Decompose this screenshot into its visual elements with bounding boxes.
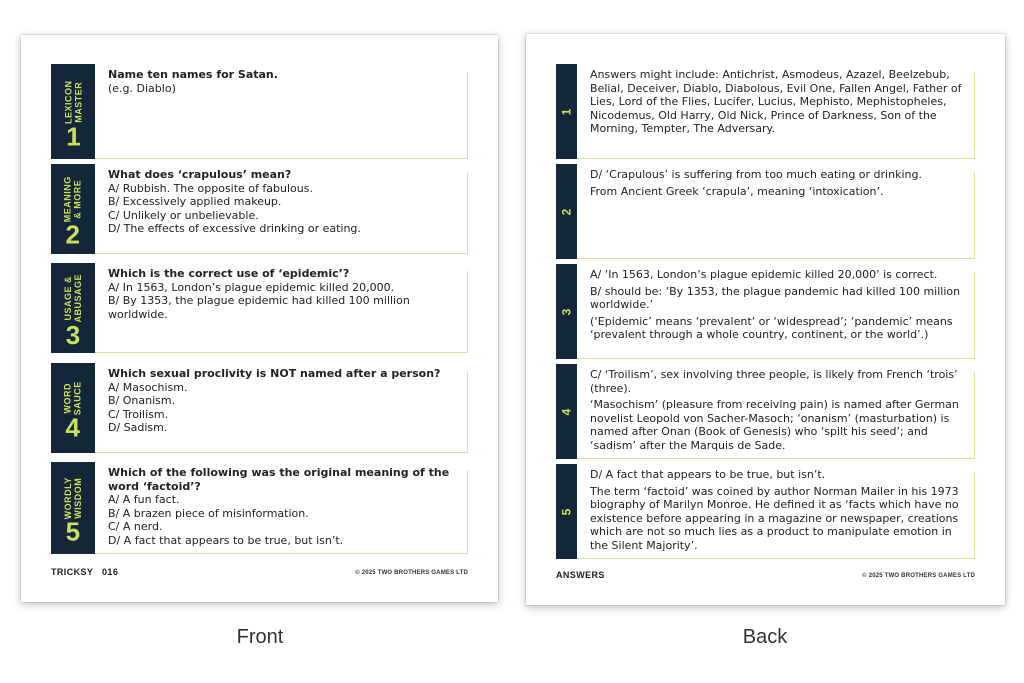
option-a: A/ Rubbish. The opposite of fabulous. <box>108 181 313 195</box>
option-c: C/ A nerd. <box>108 520 163 533</box>
answer-number: 2 <box>559 208 574 215</box>
category-name: WORDLY WISDOM <box>63 477 84 520</box>
question-content <box>108 367 456 435</box>
answer-text: A/ ‘In 1563, London’s plague epidemic killed 20,000’ is correct. <box>590 268 938 281</box>
answer-number-tab <box>556 164 577 259</box>
answer-content <box>590 468 963 555</box>
option-a: A/ In 1563, London’s plague epidemic killed 20,000. <box>108 280 395 294</box>
question-hint: (e.g. Diablo) <box>108 81 176 95</box>
answer-row-2 <box>556 164 975 259</box>
answer-row-3 <box>556 264 975 359</box>
back-caption: Back <box>742 626 788 648</box>
question-row-3 <box>51 263 468 353</box>
answer-number: 5 <box>559 508 574 515</box>
answer-number-tab <box>556 464 577 559</box>
option-c: C/ Troilism. <box>108 407 169 421</box>
option-a: A/ A fun fact. <box>108 493 180 506</box>
answer-row-1 <box>556 64 975 159</box>
answer-number-tab <box>556 64 577 159</box>
answer-content <box>590 168 963 201</box>
answer-number-tab <box>556 364 577 459</box>
front-card <box>21 35 498 602</box>
question-row-4 <box>51 363 468 453</box>
category-number: 4 <box>65 412 81 443</box>
card-number: 016 <box>102 567 119 577</box>
category-name: USAGE & ABUSAGE <box>63 274 84 323</box>
category-name: LEXICON MASTER <box>63 80 84 124</box>
answer-text: D/ ‘Crapulous’ is suffering from too much eating or drinking. <box>590 168 922 181</box>
answer-explanation: The term ‘factoid’ was coined by author Norman Mailer in his 1973 biography of Marilyn Monroe. He defined it as ‘facts which have no existence before appearing in a magazine or newspaper, creations which are not so much lies as a product to manipulate emotion in the Silent Majority’. <box>590 484 959 552</box>
answer-text: Answers might include: Antichrist, Asmodeus, Azazel, Beelzebub, Belial, Deceiver, Diablo, Diabolous, Evil One, Fallen Angel, Father of Lies, Lord of the Flies, Lucifer, Lucius, Mephisto, Mephistopheles, Nicodemus, Old Harry, Old Nick, Prince of Darkness, Son of the Morning, Tempter, The Adversary. <box>590 68 962 135</box>
category-tab-word-sauce <box>51 363 95 453</box>
answer-content <box>590 268 963 345</box>
option-d: D/ Sadism. <box>108 421 168 434</box>
copyright-notice: © 2025 TWO BROTHERS GAMES LTD <box>355 570 468 576</box>
question-row-5 <box>51 462 468 554</box>
category-number: 5 <box>65 516 81 547</box>
option-b: B/ By 1353, the plague epidemic had killed 100 million worldwide. <box>108 294 410 321</box>
option-b: B/ Excessively applied makeup. <box>108 195 282 208</box>
answer-correction: B/ should be: ‘By 1353, the plague pandemic had killed 100 million worldwide.’ <box>590 284 961 311</box>
option-d: D/ The effects of excessive drinking or eating. <box>108 222 361 235</box>
question-row-1 <box>51 64 468 159</box>
answer-text: C/ ‘Troilism’, sex involving three people, is likely from French ‘trois’ (three). <box>590 368 958 395</box>
answer-text: D/ A fact that appears to be true, but isn’t. <box>590 468 826 481</box>
category-name: WORD SAUCE <box>63 381 84 416</box>
card-id <box>51 567 118 577</box>
answer-explanation: ‘Masochism’ (pleasure from receiving pain) is named after German novelist Leopold von Sacher-Masoch; ‘onanism’ (masturbation) is named after Onan (Book of Genesis) who ‘spilt his seed’; and ‘sadism’ after the Marquis de Sade. <box>590 398 959 452</box>
option-b: B/ Onanism. <box>108 394 176 407</box>
category-tab-usage-abusage <box>51 263 95 353</box>
category-number: 1 <box>65 120 81 151</box>
answer-content <box>590 68 963 139</box>
answer-number-tab <box>556 264 577 359</box>
option-a: A/ Masochism. <box>108 380 188 394</box>
question-title: Which of the following was the original meaning of the word ‘factoid’? <box>108 466 450 493</box>
category-tab-lexicon-master <box>51 64 95 159</box>
question-title: What does ‘crapulous’ mean? <box>108 168 292 181</box>
question-title: Which is the correct use of ‘epidemic’? <box>108 267 350 280</box>
question-content <box>108 466 456 547</box>
option-c: C/ Unlikely or unbelievable. <box>108 208 259 222</box>
question-content <box>108 267 456 321</box>
front-caption: Front <box>236 626 284 648</box>
category-tab-wordly-wisdom <box>51 462 95 554</box>
answers-label: ANSWERS <box>556 570 605 580</box>
category-tab-meaning-more <box>51 164 95 254</box>
answer-row-4 <box>556 364 975 459</box>
question-title: Name ten names for Satan. <box>108 68 278 81</box>
answer-row-5 <box>556 464 975 559</box>
answer-number: 1 <box>559 108 574 115</box>
question-title: Which sexual proclivity is NOT named after a person? <box>108 367 441 380</box>
question-row-2 <box>51 164 468 254</box>
category-number: 3 <box>65 319 81 350</box>
answer-number: 3 <box>559 308 574 315</box>
category-number: 2 <box>65 219 81 250</box>
question-content <box>108 168 456 236</box>
answer-explanation: (‘Epidemic’ means ‘prevalent’ or ‘widespread’; ‘pandemic’ means ‘prevalent through a whole country, continent, or the world’.) <box>590 314 953 341</box>
option-b: B/ A brazen piece of misinformation. <box>108 506 309 520</box>
answer-content <box>590 368 963 455</box>
question-content <box>108 68 456 95</box>
copyright-notice: © 2025 TWO BROTHERS GAMES LTD <box>862 573 975 579</box>
answer-explanation: From Ancient Greek ‘crapula’, meaning ‘intoxication’. <box>590 184 884 198</box>
answer-number: 4 <box>559 408 574 415</box>
category-name: MEANING & MORE <box>63 176 83 223</box>
option-d: D/ A fact that appears to be true, but isn’t. <box>108 533 344 547</box>
back-card <box>526 34 1005 605</box>
deck-name: TRICKSY <box>51 567 94 577</box>
